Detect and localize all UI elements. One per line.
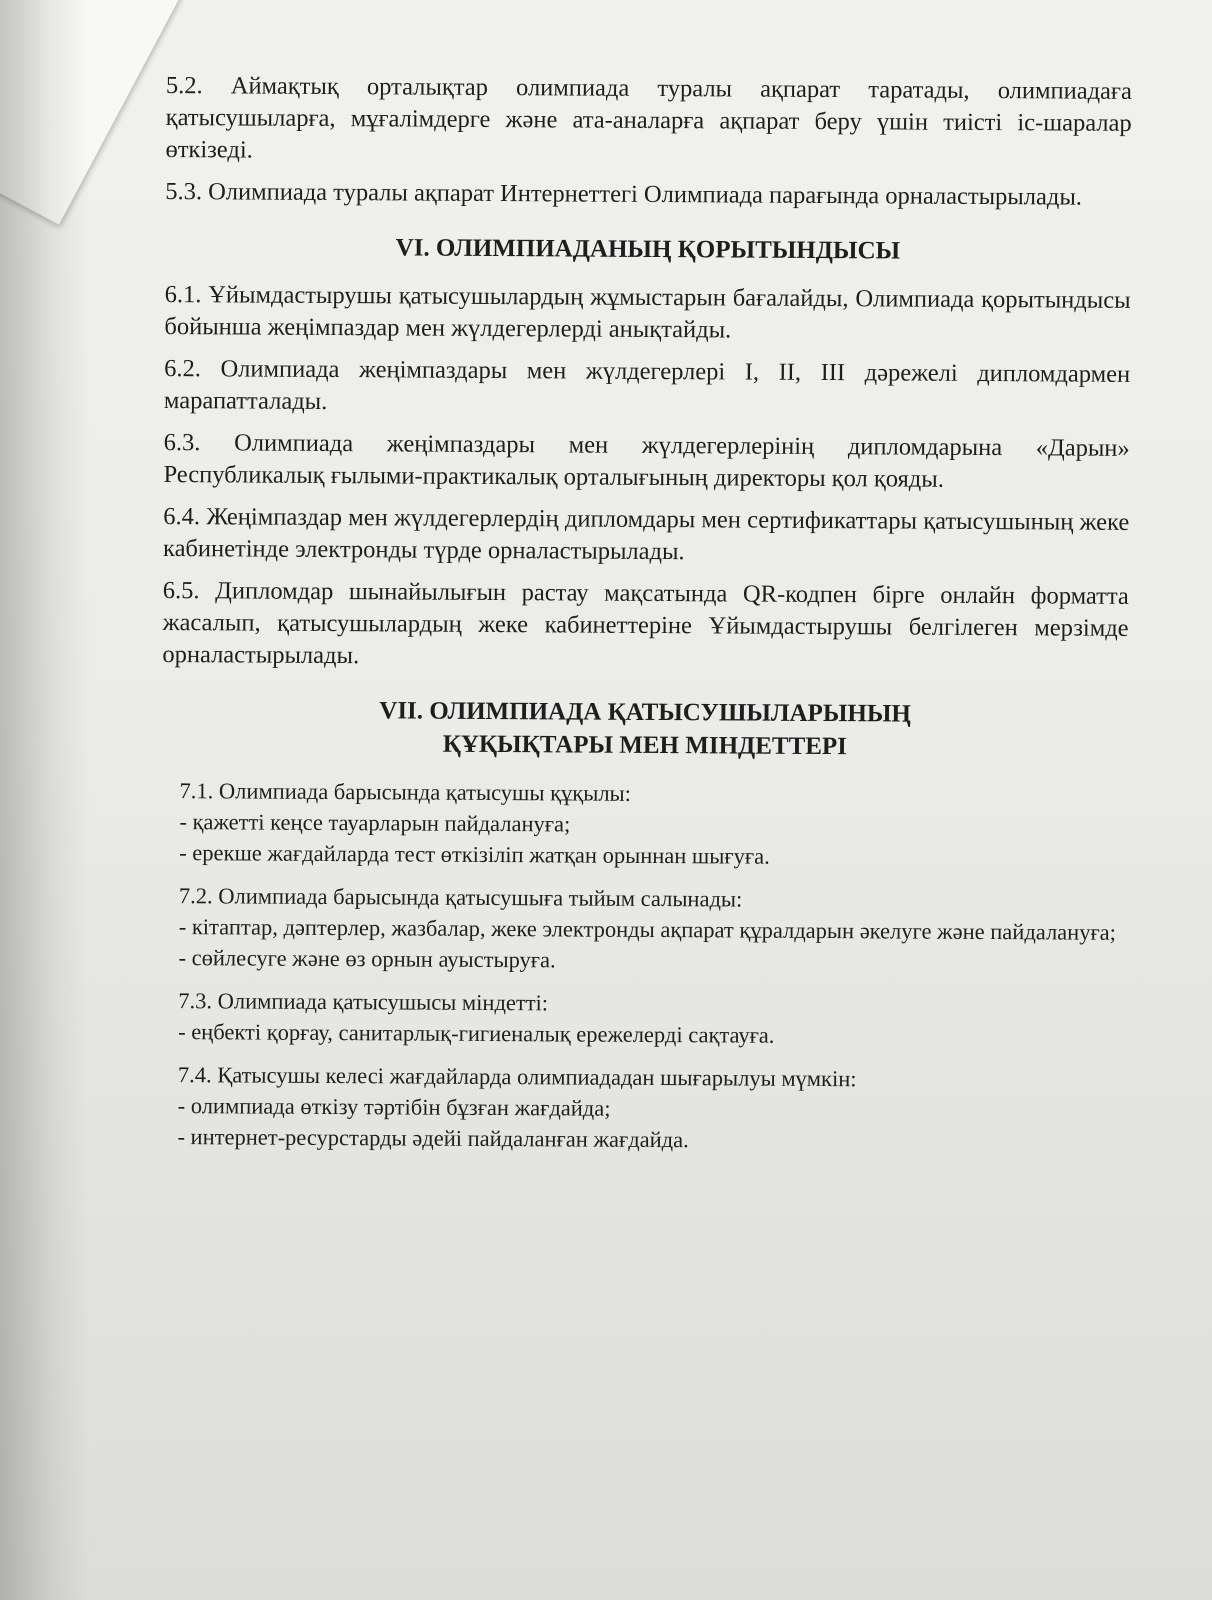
document-text <box>159 70 1132 1170</box>
list-item: - ерекше жағдайларда тест өткізіліп жатқан орыннан шығуға. <box>179 840 770 869</box>
paragraph-6-5: 6.5. Дипломдар шынайылығын растау мақсатында QR-кодпен бірге онлайн форматта жасалып, қатысушылардың жеке кабинеттеріне Ұйымдастырушы белгілеген мерзімде орналастырылады. <box>162 576 1129 670</box>
list-item: - кітаптар, дәптерлер, жазбалар, жеке электронды ақпарат құралдарын әкелуге және пайдалануға; <box>178 914 1117 945</box>
paragraph-5-2: 5.2. Аймақтық орталықтар олимпиада туралы ақпарат таратады, олимпиадаға қатысушыларға, мұғалімдерге және ата-аналарға ақпарат беру үшін тиісті іс-шаралар өткізеді. <box>165 71 1132 164</box>
paragraph-7-2 <box>178 880 1127 979</box>
list-item: - сөйлесуге және өз орнын ауыстыруға. <box>178 945 556 973</box>
paragraph-6-3: 6.3. Олимпиада жеңімпаздары мен жүлдегерлерінің дипломдарына «Дарын» Республикалық ғылыми-практикалық орталығының директоры қол қояды. <box>163 428 1130 493</box>
paragraph-7-3 <box>178 985 1126 1053</box>
list-item: - олимпиада өткізу тәртібін бұзған жағдайда; <box>177 1093 611 1121</box>
paragraph-7-1 <box>179 775 1128 874</box>
folded-corner <box>0 0 181 225</box>
paragraph-6-1: 6.1. Ұйымдастырушы қатысушылардың жұмыстарын бағалайды, Олимпиада қорытындысы бойынша жеңімпаздар мен жүлдегерлерді анықтайды. <box>164 280 1131 344</box>
paragraph-6-4: 6.4. Жеңімпаздар мен жүлдегерлердің дипломдары мен сертификаттары қатысушының жеке кабинетінде электронды түрде орналастырылады. <box>162 502 1130 566</box>
list-item: - еңбекті қорғау, санитарлық-гигиеналық ережелерді сақтауға. <box>178 1019 775 1048</box>
section-6-heading <box>165 230 1131 269</box>
section-7-heading <box>162 693 1128 765</box>
paragraph-6-2: 6.2. Олимпиада жеңімпаздары мен жүлдегерлері I, II, III дәрежелі дипломдармен марапатталады. <box>163 354 1131 415</box>
section-7-title-line2: ҚҰҚЫҚТАРЫ МЕН МІНДЕТТЕРІ <box>442 730 848 761</box>
section-7-title-line1: VII. ОЛИМПИАДА ҚАТЫСУШЫЛАРЫНЫҢ <box>379 697 911 728</box>
section-7-body <box>159 775 1127 1158</box>
list-item: - қажетті кеңсе тауарларын пайдалануға; <box>179 809 571 837</box>
page-shadow <box>0 0 90 1600</box>
paragraph-7-1-lead: 7.1. Олимпиада барысында қатысушы құқылы: <box>179 778 632 806</box>
paragraph-5-3: 5.3. Олимпиада туралы ақпарат Интернеттегі Олимпиада парағында орналастырылады. <box>165 177 1083 211</box>
paragraph-7-4 <box>177 1059 1126 1158</box>
section-6-title: VI. ОЛИМПИАДАНЫҢ ҚОРЫТЫНДЫСЫ <box>395 234 901 265</box>
paragraph-7-2-lead: 7.2. Олимпиада барысында қатысушыға тыйым салынады: <box>178 883 743 912</box>
paragraph-7-3-lead: 7.3. Олимпиада қатысушысы міндетті: <box>178 988 549 1016</box>
list-item: - интернет-ресурстарды әдейі пайдаланған жағдайда. <box>177 1124 689 1153</box>
paragraph-7-4-lead: 7.4. Қатысушы келесі жағдайларда олимпиададан шығарылуы мүмкін: <box>177 1062 857 1092</box>
